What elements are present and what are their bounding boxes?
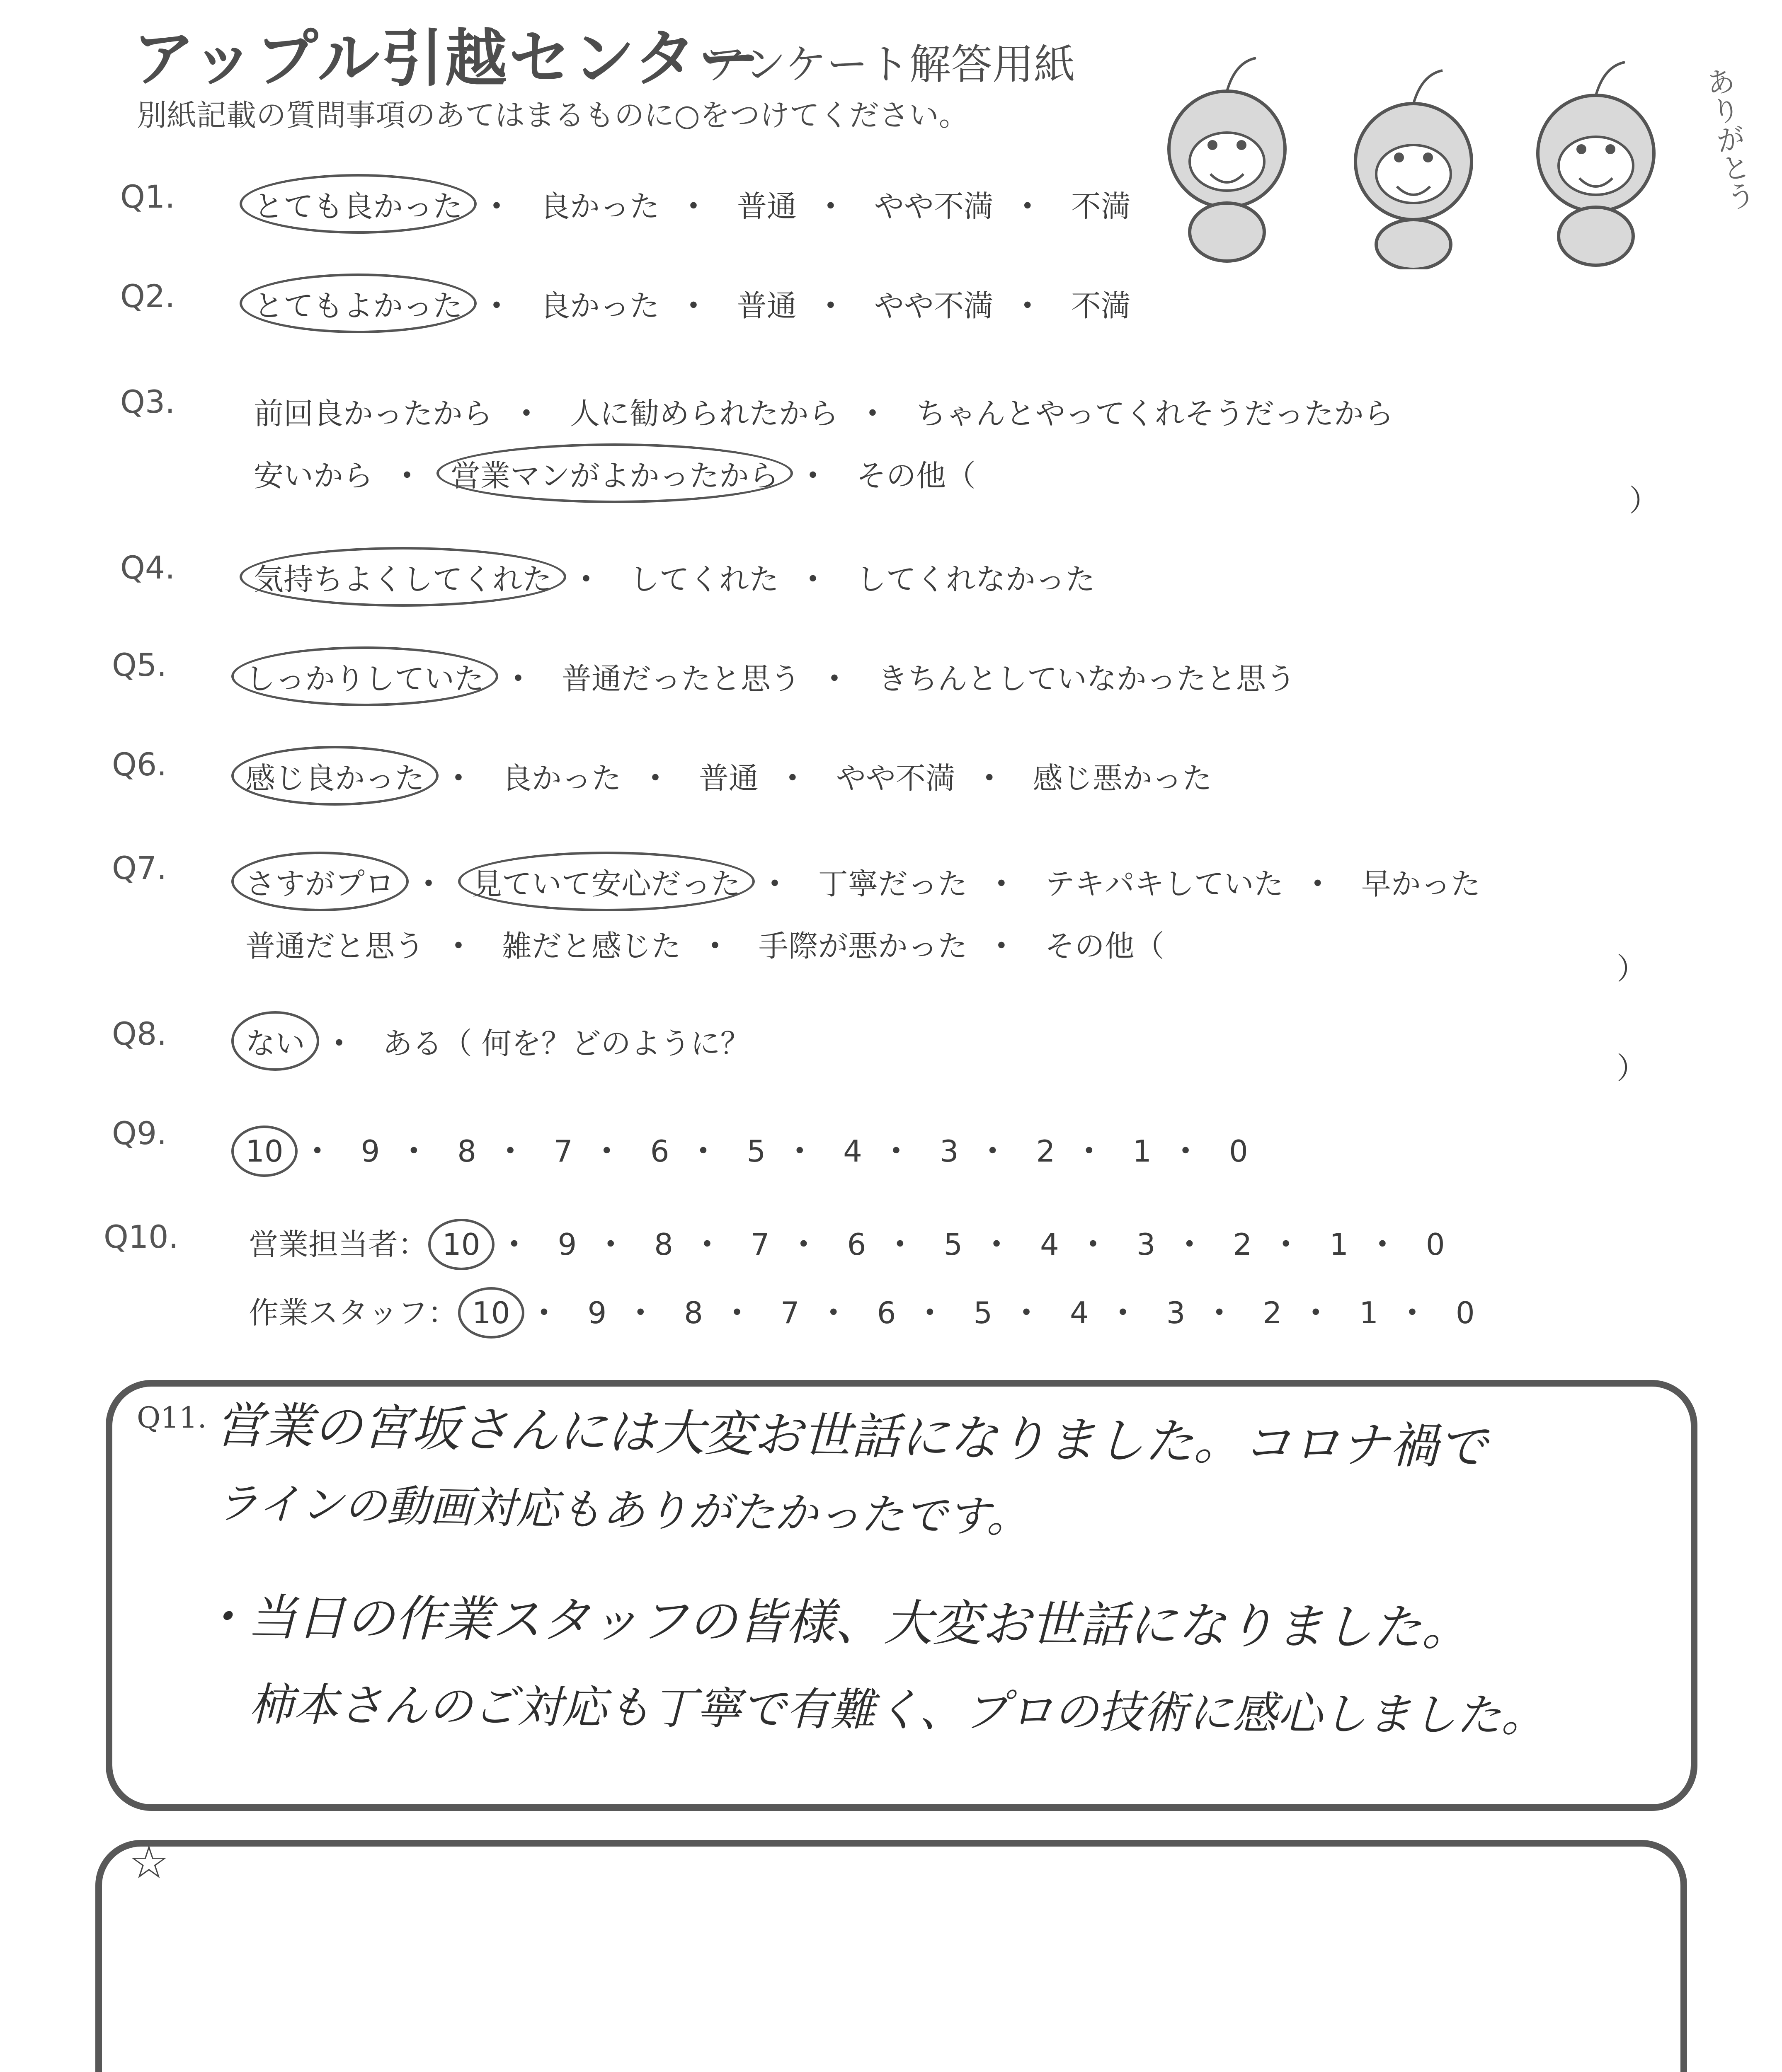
q9-score-1[interactable]: 1 [1132,1134,1152,1169]
q10-sales-score-7[interactable]: 7 [750,1227,770,1262]
q8-options: ない ・ ある（ 何を？どのように？ [240,1019,755,1063]
q5-options: しっかりしていた ・ 普通だったと思う ・ きちんとしていなかったと思う [240,655,1301,698]
q9-number: Q9. [112,1115,167,1152]
q10-sales-score-0[interactable]: 0 [1426,1227,1445,1262]
q2-option-2[interactable]: 良かった [540,288,659,323]
q3-option-2[interactable]: 人に勧められたから [570,396,839,431]
q1-option-2[interactable]: 良かった [540,189,659,224]
q10-sales-score-2[interactable]: 2 [1233,1227,1252,1262]
q7-option-7[interactable]: 雑だと感じた [502,929,681,963]
q10-staff-score-2[interactable]: 2 [1263,1295,1282,1330]
q9-score-4[interactable]: 4 [843,1134,862,1169]
q2-option-1[interactable]: とてもよかった [249,282,468,325]
q2-options: とてもよかった ・ 良かった ・ 普通 ・ やや不満 ・ 不満 [249,282,1136,325]
q5-option-1[interactable]: しっかりしていた [240,655,489,698]
q5-number: Q5. [112,646,167,683]
q10-staff-score-5[interactable]: 5 [973,1295,993,1330]
q11-comment-line-2: ラインの動画対応もありがたかったです。 [215,1477,1030,1543]
q6-option-5[interactable]: 感じ悪かった [1033,761,1212,796]
q10-staff-score-4[interactable]: 4 [1070,1295,1089,1330]
q3-number: Q3. [120,383,175,420]
q9-score-9[interactable]: 9 [361,1134,380,1169]
q10-staff-score-3[interactable]: 3 [1166,1295,1186,1330]
q2-option-3[interactable]: 普通 [737,288,797,323]
q9-score-7[interactable]: 7 [553,1134,573,1169]
q4-options: 気持ちよくしてくれた ・ してくれた ・ してくれなかった [249,555,1100,598]
q9-score-5[interactable]: 5 [747,1134,766,1169]
q11-comment-line-1: 営業の宮坂さんには大変お世話になりました。コロナ禍で [215,1396,1488,1476]
q4-option-2[interactable]: してくれた [629,562,779,597]
q7-option-4[interactable]: テキパキしていた [1045,867,1284,901]
q2-number: Q2. [120,278,175,315]
q10-sales-score-8[interactable]: 8 [654,1227,673,1262]
q10-staff-score-7[interactable]: 7 [780,1295,800,1330]
q2-option-4[interactable]: やや不満 [874,288,994,323]
q7-paren-close: ） [1617,951,1647,986]
q7-option-8[interactable]: 手際が悪かった [758,929,967,963]
q6-number: Q6. [112,746,167,783]
q10-sales-score-4[interactable]: 4 [1040,1227,1059,1262]
q10-staff-row: 作業スタッフ： 10 ・ 9 ・ 8 ・ 7 ・ 6 ・ 5 ・ 4 ・ 3 ・ 2 ・ 1 ・ 0 [249,1289,1480,1332]
q10-staff-score-8[interactable]: 8 [684,1295,703,1330]
q9-score-0[interactable]: 0 [1229,1134,1248,1169]
q3-option-4[interactable]: 安いから [254,458,373,493]
q2-option-5[interactable]: 不満 [1071,288,1131,323]
q7-option-9[interactable]: その他（ [1045,929,1164,963]
q9-score-3[interactable]: 3 [939,1134,959,1169]
q6-option-1[interactable]: 感じ良かった [240,754,429,797]
q5-option-2[interactable]: 普通だったと思う [561,661,800,696]
q4-number: Q4. [120,549,175,586]
q10-number: Q10. [104,1218,179,1255]
mascot-illustration [1144,37,1708,269]
q10-staff-score-9[interactable]: 9 [587,1295,607,1330]
q8-option-2[interactable]: ある（ 何を？どのように？ [382,1026,750,1061]
q7-option-2[interactable]: 見ていて安心だった [467,860,746,903]
q9-score-8[interactable]: 8 [457,1134,477,1169]
company-name: アップル引越センター [133,23,762,95]
q10-sales-score-9[interactable]: 9 [558,1227,577,1262]
q11-comment-line-4: 柿本さんのご対応も丁寧で有難く、プロの技術に感心しました。 [248,1679,1547,1742]
q7-option-6[interactable]: 普通だと思う [245,929,425,963]
q1-options: とても良かった ・ 良かった ・ 普通 ・ やや不満 ・ 不満 [249,182,1136,225]
q8-number: Q8. [112,1015,167,1052]
q4-option-3[interactable]: してくれなかった [856,562,1095,597]
q7-option-5[interactable]: 早かった [1361,867,1481,901]
q10-sales-score-3[interactable]: 3 [1136,1227,1156,1262]
q1-number: Q1. [120,178,175,215]
q5-option-3[interactable]: きちんとしていなかったと思う [878,661,1296,696]
q3-options-row2: 安いから ・ 営業マンがよかったから ・ その他（ [249,452,981,495]
q10-staff-score-1[interactable]: 1 [1359,1295,1379,1330]
q10-sales-row: 営業担当者： 10 ・ 9 ・ 8 ・ 7 ・ 6 ・ 5 ・ 4 ・ 3 ・ 2 ・ 1 ・ 0 [249,1220,1450,1264]
q11-number: Q11. [137,1401,207,1435]
q3-option-5[interactable]: 営業マンがよかったから [446,452,784,495]
free-comment-box[interactable] [95,1840,1687,2072]
q8-option-1[interactable]: ない [240,1019,310,1063]
q10-staff-score-0[interactable]: 0 [1455,1295,1475,1330]
q3-option-3[interactable]: ちゃんとやってくれそうだったから [916,396,1394,431]
q9-score-2[interactable]: 2 [1036,1134,1055,1169]
q7-options-row1: さすがプロ ・ 見ていて安心だった ・ 丁寧だった ・ テキパキしていた ・ 早かった [240,860,1486,903]
q1-option-4[interactable]: やや不満 [874,189,994,224]
q10-sales-score-5[interactable]: 5 [943,1227,963,1262]
q6-options: 感じ良かった ・ 良かった ・ 普通 ・ やや不満 ・ 感じ悪かった [240,754,1217,797]
q6-option-4[interactable]: やや不満 [836,761,955,796]
star-icon: ☆ [128,1836,170,1889]
q10-sales-score-6[interactable]: 6 [847,1227,866,1262]
q10-staff-label: 作業スタッフ [249,1295,428,1330]
q10-staff-score-10[interactable]: 10 [467,1295,515,1330]
q7-number: Q7. [112,850,167,886]
form-title: アンケート解答用紙 [705,40,1075,89]
q3-paren-close: ） [1629,483,1659,518]
q9-scale: 10 ・ 9 ・ 8 ・ 7 ・ 6 ・ 5 ・ 4 ・ 3 ・ 2 ・ 1 ・ 0 [240,1127,1253,1170]
q10-sales-label: 営業担当者 [249,1227,398,1262]
q1-option-1[interactable]: とても良かった [249,182,468,225]
q4-option-1[interactable]: 気持ちよくしてくれた [249,555,557,598]
q1-option-5[interactable]: 不満 [1071,189,1131,224]
q3-options-row1: 前回良かったから ・ 人に勧められたから ・ ちゃんとやってくれそうだったから [249,390,1399,433]
q10-staff-score-6[interactable]: 6 [877,1295,896,1330]
q7-option-3[interactable]: 丁寧だった [818,867,967,901]
q9-score-10[interactable]: 10 [240,1134,289,1169]
mascot-caption: ありがとう [1699,64,1758,213]
q10-sales-score-10[interactable]: 10 [437,1227,485,1262]
q10-sales-colon: ： [398,1227,428,1262]
q7-option-1[interactable]: さすがプロ [240,860,400,903]
q10-sales-score-1[interactable]: 1 [1329,1227,1349,1262]
q1-option-3[interactable]: 普通 [737,189,797,224]
q6-option-2[interactable]: 良かった [502,761,621,796]
instructions: 別紙記載の質問事項のあてはまるものに○をつけてください。 [137,98,969,133]
q11-comment-line-3: ・当日の作業スタッフの皆様、大変お世話になりました。 [199,1588,1471,1657]
q7-options-row2: 普通だと思う ・ 雑だと感じた ・ 手際が悪かった ・ その他（ [240,922,1169,965]
q3-option-6[interactable]: その他（ [856,458,976,493]
q9-score-6[interactable]: 6 [650,1134,669,1169]
q8-paren-close: ） [1617,1051,1647,1086]
q3-option-1[interactable]: 前回良かったから [254,396,493,431]
q10-staff-colon: ： [428,1295,458,1330]
q6-option-3[interactable]: 普通 [698,761,759,796]
